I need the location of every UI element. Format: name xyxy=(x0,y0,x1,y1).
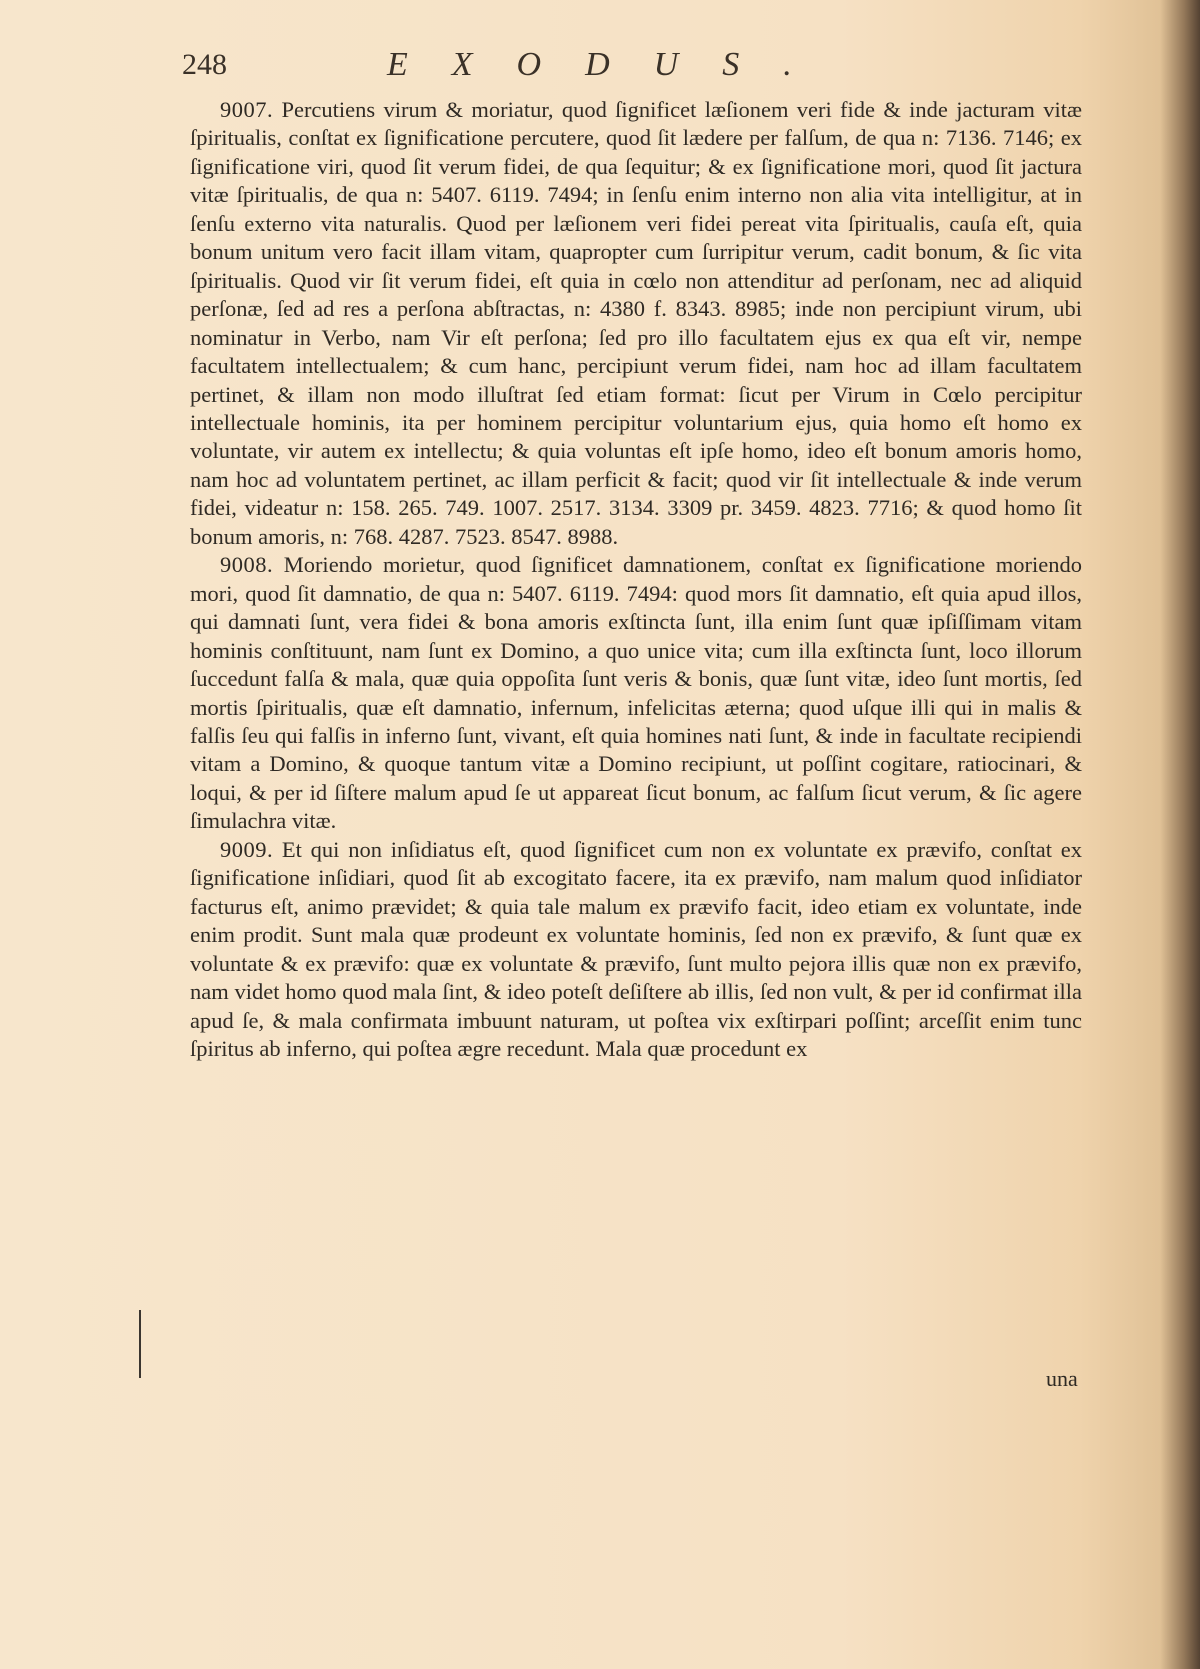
paragraph-number: 9007. xyxy=(220,97,274,122)
paragraph-number: 9009. xyxy=(220,836,274,862)
paragraph-9007 xyxy=(190,96,1082,551)
running-title: EXODUS. xyxy=(387,46,836,83)
margin-pencil-mark xyxy=(136,1308,144,1380)
body-text xyxy=(190,96,1082,1063)
paragraph-text: Et qui non inſidiatus eſt, quod ſignificet cum non ex voluntate ex prævifo, conſtat ex ſignificatione inſidiari, quod ſit ab excogitato facere, ita ex prævifo, nam malum quod inſidiator facturus eſt, animo prævidet; & quia tale malum ex prævifo facit, ideo etiam ex voluntate, inde enim prodit. Sunt mala quæ prodeunt ex voluntate hominis, ſed non ex prævifo, & ſunt quæ ex voluntate & ex prævifo: quæ ex voluntate & prævifo, ſunt multo pejora illis quæ non ex prævifo, nam videt homo quod mala ſint, & ideo poteſt deſiſtere ab illis, ſed non vult, & per id confirmat illa apud ſe, & mala confirmata imbuunt naturam, ut poſtea vix exſtirpari poſſint; arceſſit enim tunc ſpiritus ab inferno, qui poſtea ægre recedunt. Mala quæ procedunt ex xyxy=(190,836,1083,1061)
paragraph-number: 9008. xyxy=(220,552,274,578)
page-header xyxy=(182,48,1082,88)
paragraph-9009 xyxy=(190,836,1082,1064)
page-number: 248 xyxy=(182,48,227,81)
catchword: una xyxy=(1046,1366,1078,1391)
page-gutter-shadow xyxy=(1160,0,1200,1669)
paragraph-text: Percutiens virum & moriatur, quod ſignificet læſionem veri fide & inde jacturam vitæ ſpiritualis, conſtat ex ſignificatione percutere, quod ſit lædere per falſum, de qua n: 7136. 7146; ex ſignificatione viri, quod ſit verum fidei, de qua ſequitur; & ex ſignificatione mori, quod ſit jactura vitæ ſpiritualis, de qua n: 5407. 6119. 7494; in ſenſu enim interno non alia vita intelligitur, at in ſenſu externo vita naturalis. Quod per læſionem veri fidei pereat vita ſpiritualis, cauſa eſt, quia bonum unitum vero facit illam vitam, quapropter cum ſurripitur verum, cadit bonum, & ſic vita ſpiritualis. Quod vir ſit verum fidei, eſt quia in cœlo non attenditur ad perſonam, nec ad aliquid perſonæ, ſed ad res a perſona abſtractas, n: 4380 f. 8343. 8985; inde non percipiunt virum, ubi nominatur in Verbo, nam Vir eſt perſona; ſed pro illo facultatem ejus ex qua eſt vir, nempe facultatem intellectualem; & cum hanc, percipiunt verum fidei, nam hoc ad illam facultatem pertinet, & illam non modo illuſtrat ſed etiam format: ſicut per Virum in Cœlo percipitur intellectuale hominis, ita per hominem percipitur voluntarium ejus, quia homo eſt homo ex voluntate, vir autem ex intellectu; & quia voluntas eſt ipſe homo, ideo eſt bonum amoris homo, nam hoc ad voluntatem pertinet, ac illam perficit & facit; quod vir ſit intellectuale & inde verum fidei, videatur n: 158. 265. 749. 1007. 2517. 3134. 3309 pr. 3459. 4823. 7716; & quod homo ſit bonum amoris, n: 768. 4287. 7523. 8547. 8988. xyxy=(190,97,1082,549)
paragraph-9008 xyxy=(190,551,1082,836)
paragraph-text: Moriendo morietur, quod ſignificet damnationem, conſtat ex ſignificatione moriendo mori, quod ſit damnatio, de qua n: 5407. 6119. 7494: quod mors ſit damnatio, eſt quia apud illos, qui damnati ſunt, vera fidei & bona amoris exſtincta ſunt, illa enim ſunt quæ ipſiſſimam vitam hominis conſtituunt, nam ſunt ex Domino, a quo unice vita; cum illa exſtincta ſunt, loco illorum ſuccedunt falſa & mala, quæ quia oppoſita ſunt veris & bonis, quæ ſunt vitæ, ideo ſunt mortis, ſed mortis ſpiritualis, quæ eſt damnatio, infernum, infelicitas æterna; quod uſque illi qui in malis & falſis ſeu qui falſis in inferno ſunt, vivant, eſt quia homines nati ſunt, & inde in facultate recipiendi vitam a Domino, & quoque tantum vitæ a Domino recipiunt, ut poſſint cogitare, ratiocinari, & loqui, & per id ſiſtere malum apud ſe ut appareat ſicut bonum, ac falſum ſicut verum, & ſic agere ſimulachra vitæ. xyxy=(190,552,1083,834)
